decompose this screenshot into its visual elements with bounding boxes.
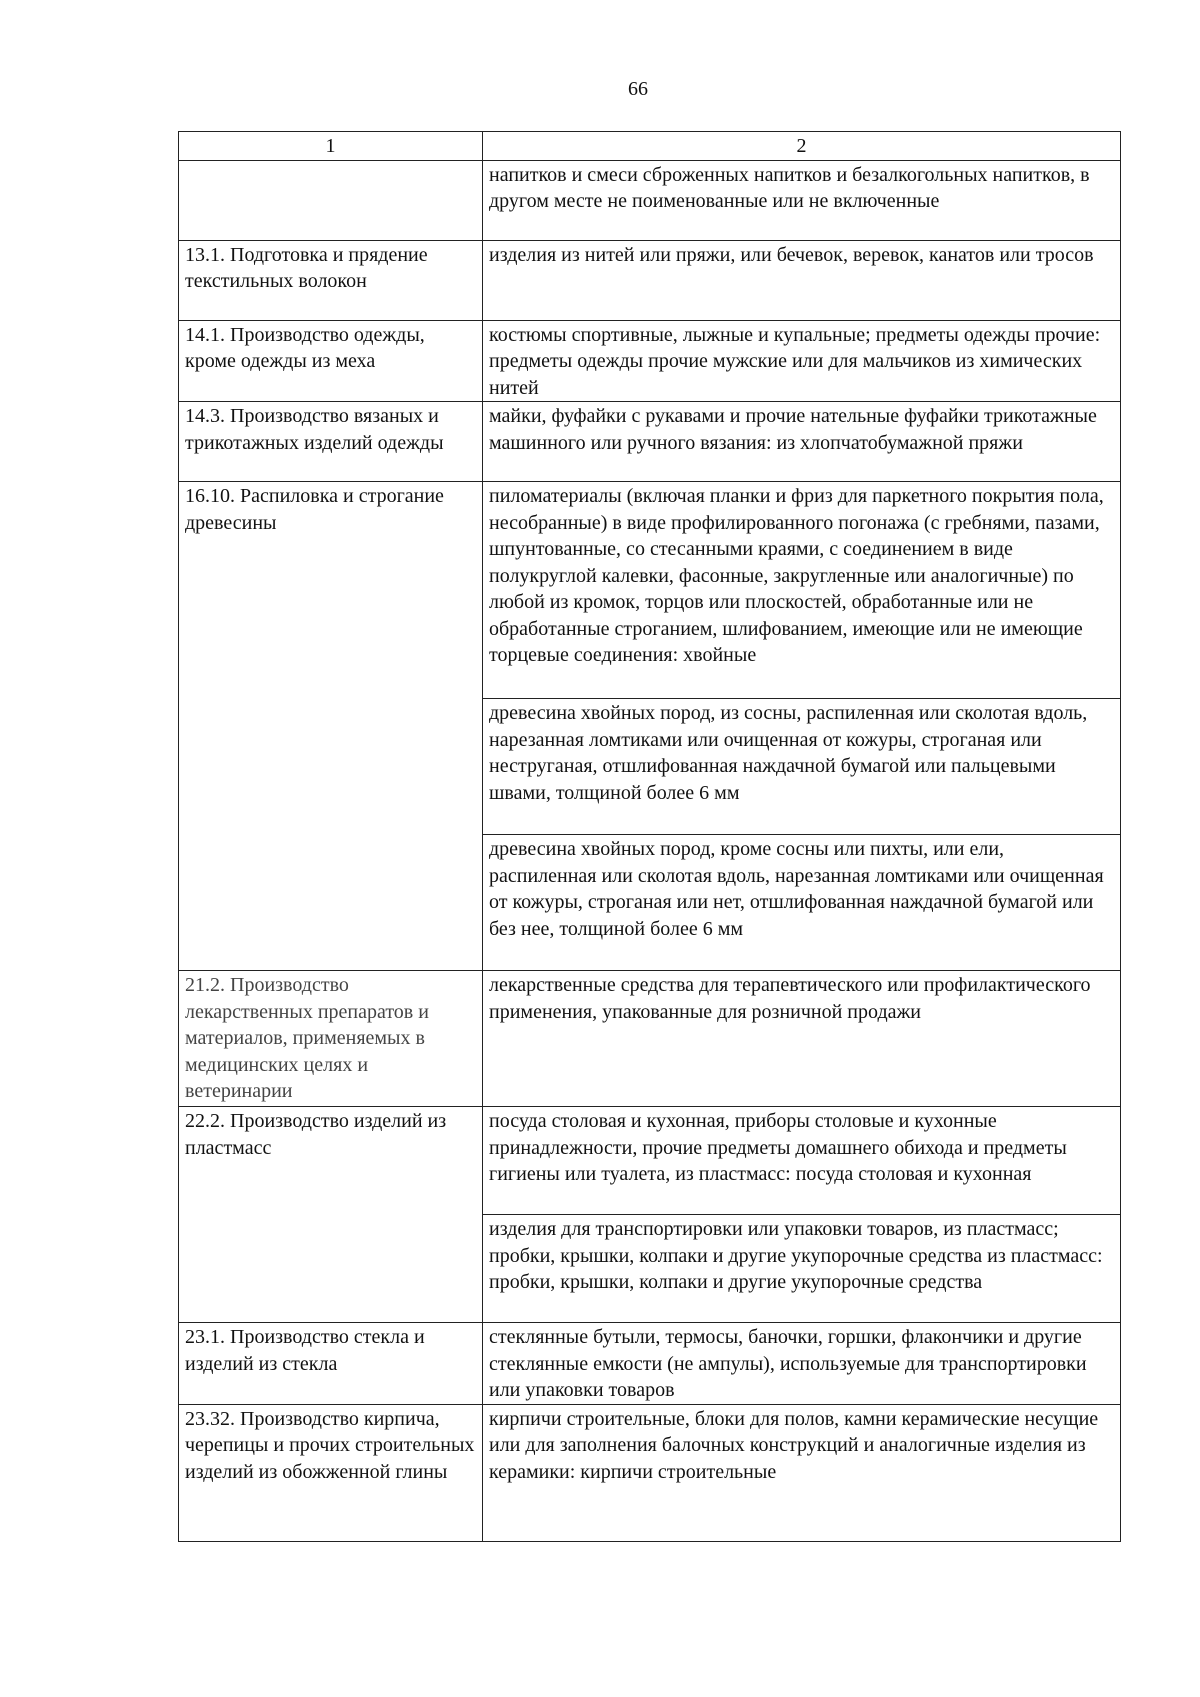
product-cell: стеклянные бутыли, термосы, баночки, горшки, флакончики и другие стеклянные емкости (не ампулы), используемые для транспортировки или упаковки товаров — [483, 1323, 1121, 1405]
column-header-2: 2 — [483, 132, 1121, 161]
product-cell: кирпичи строительные, блоки для полов, камни керамические несущие или для заполнения балочных конструкций и аналогичные изделия из керамики: кирпичи строительные — [483, 1404, 1121, 1541]
table-row — [179, 1107, 1121, 1215]
table-row — [179, 971, 1121, 1107]
table-row — [179, 240, 1121, 320]
activity-cell: 16.10. Распиловка и строгание древесины — [179, 482, 483, 971]
table-row — [179, 1323, 1121, 1405]
activity-cell: 22.2. Производство изделий из пластмасс — [179, 1107, 483, 1323]
header-row — [179, 132, 1121, 161]
product-cell: пиломатериалы (включая планки и фриз для паркетного покрытия пола, несобранные) в виде профилированного погонажа (с гребнями, пазами, шпунтованные, со стесанными краями, с соединением в виде полукруглой калевки, фасонные, закругленные или аналогичные) по любой из кромок, торцов или плоскостей, обработанные или не обработанные строганием, шлифованием, имеющие или не имеющие торцевые соединения: хвойные — [483, 482, 1121, 699]
table-row — [179, 1404, 1121, 1541]
product-cell: напитков и смеси сброженных напитков и безалкогольных напитков, в другом месте не поименованные или не включенные — [483, 160, 1121, 240]
classification-table — [178, 131, 1121, 1542]
table-row — [179, 160, 1121, 240]
column-header-1: 1 — [179, 132, 483, 161]
page-number: 66 — [628, 78, 648, 100]
product-cell: костюмы спортивные, лыжные и купальные; предметы одежды прочие: предметы одежды прочие мужские или для мальчиков из химических нитей — [483, 320, 1121, 402]
activity-cell: 21.2. Производство лекарственных препаратов и материалов, применяемых в медицинских целях и ветеринарии — [179, 971, 483, 1107]
product-cell: изделия для транспортировки или упаковки товаров, из пластмасс; пробки, крышки, колпаки и другие укупорочные средства из пластмасс: пробки, крышки, колпаки и другие укупорочные средства — [483, 1215, 1121, 1323]
product-cell: майки, фуфайки с рукавами и прочие нательные фуфайки трикотажные машинного или ручного вязания: из хлопчатобумажной пряжи — [483, 402, 1121, 482]
table-row — [179, 320, 1121, 402]
activity-cell — [179, 160, 483, 240]
product-cell: древесина хвойных пород, из сосны, распиленная или сколотая вдоль, нарезанная ломтиками или очищенная от кожуры, строганая или неструганая, отшлифованная наждачной бумагой или пальцевыми швами, толщиной более 6 мм — [483, 699, 1121, 835]
activity-cell: 23.32. Производство кирпича, черепицы и прочих строительных изделий из обожженной глины — [179, 1404, 483, 1541]
activity-cell: 13.1. Подготовка и прядение текстильных волокон — [179, 240, 483, 320]
product-cell: изделия из нитей или пряжи, или бечевок, веревок, канатов или тросов — [483, 240, 1121, 320]
activity-cell: 23.1. Производство стекла и изделий из стекла — [179, 1323, 483, 1405]
product-cell: древесина хвойных пород, кроме сосны или пихты, или ели, распиленная или сколотая вдоль, нарезанная ломтиками или очищенная от кожуры, строганая или нет, отшлифованная наждачной бумагой или без нее, толщиной более 6 мм — [483, 835, 1121, 971]
table-row — [179, 402, 1121, 482]
activity-cell: 14.1. Производство одежды, кроме одежды из меха — [179, 320, 483, 402]
product-cell: лекарственные средства для терапевтического или профилактического применения, упакованные для розничной продажи — [483, 971, 1121, 1107]
activity-cell: 14.3. Производство вязаных и трикотажных изделий одежды — [179, 402, 483, 482]
product-cell: посуда столовая и кухонная, приборы столовые и кухонные принадлежности, прочие предметы домашнего обихода и предметы гигиены или туалета, из пластмасс: посуда столовая и кухонная — [483, 1107, 1121, 1215]
table-row — [179, 482, 1121, 699]
